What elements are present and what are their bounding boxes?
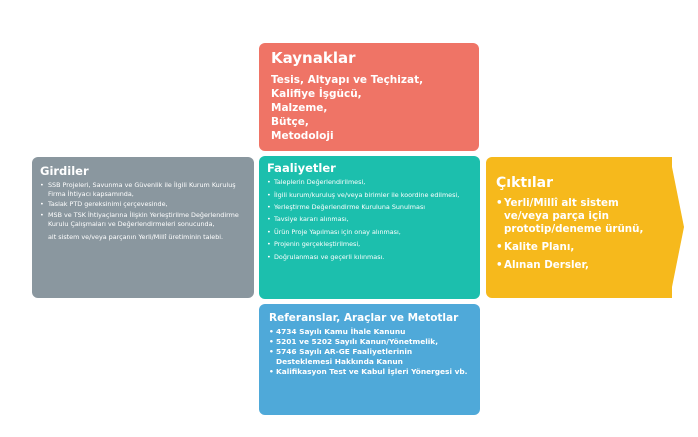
list-item: • Yerli/Millî alt sistem ve/veya parça için prototip/deneme ürünü,: [496, 197, 664, 236]
list-item: • Ürün Proje Yapılması için onay alınması,: [267, 228, 472, 236]
list-item: • 4734 Sayılı Kamu İhale Kanunu: [269, 327, 470, 337]
list-item: • 5746 Sayılı AR-GE Faaliyetlerinin Desteklemesi Hakkında Kanun: [269, 347, 470, 366]
list-item: • Alınan Dersler,: [496, 259, 664, 272]
list-item: Bütçe,: [271, 116, 309, 129]
inputs-box: [32, 157, 254, 298]
list-item: Kalifiye İşgücü,: [271, 88, 362, 101]
list-item: • Taleplerin Değerlendirilmesi,: [267, 178, 472, 186]
activities-box: [259, 156, 480, 299]
list-item: • Doğrulanması ve geçerli kılınması.: [267, 253, 472, 261]
outputs-title: Çıktılar: [496, 175, 554, 191]
list-item: • SSB Projeleri, Savunma ve Güvenlik ile İlgili Kurum Kuruluş Firma İhtiyacı kapsamında,: [40, 181, 246, 198]
inputs-list: [40, 181, 246, 242]
list-item: • Kalite Planı,: [496, 241, 664, 254]
list-item: • MSB ve TSK İhtiyaçlarına İlişkin Yerleştirilme Değerlendirme Kurulu Çalışmaları ve Değerlendirmeleri sonucunda,: [40, 211, 246, 228]
resources-title: Kaynaklar: [271, 49, 356, 67]
resources-list: [271, 73, 467, 143]
outputs-box: [486, 157, 672, 298]
list-item: Malzeme,: [271, 102, 328, 115]
resources-box: [259, 43, 479, 151]
references-title: Referanslar, Araçlar ve Metotlar: [269, 312, 459, 324]
list-item: Metodoloji: [271, 130, 334, 143]
inputs-title: Girdiler: [40, 164, 89, 178]
outputs-list: [496, 197, 664, 272]
list-item: • Taslak PTD gereksinimi çerçevesinde,: [40, 200, 246, 209]
list-item: • Yerleştirme Değerlendirme Kuruluna Sunulması: [267, 203, 472, 211]
activities-list: [267, 178, 472, 261]
activities-title: Faaliyetler: [267, 161, 336, 175]
list-item: alt sistem ve/veya parçanın Yerli/Millî üretiminin talebi.: [48, 233, 224, 242]
arrow-right-icon: [670, 157, 684, 297]
list-item: • Kalifikasyon Test ve Kabul İşleri Yönergesi vb.: [269, 367, 470, 377]
list-item: • 5201 ve 5202 Sayılı Kanun/Yönetmelik,: [269, 337, 470, 347]
list-item: • Tavsiye kararı alınması,: [267, 215, 472, 223]
list-item: • Projenin gerçekleştirilmesi,: [267, 240, 472, 248]
outputs-arrow-shape: [486, 157, 686, 298]
references-box: [259, 304, 480, 415]
list-item: Tesis, Altyapı ve Teçhizat,: [271, 74, 424, 87]
references-list: [269, 327, 470, 376]
list-item: • İlgili kurum/kuruluş ve/veya birimler ile koordine edilmesi,: [267, 191, 472, 199]
